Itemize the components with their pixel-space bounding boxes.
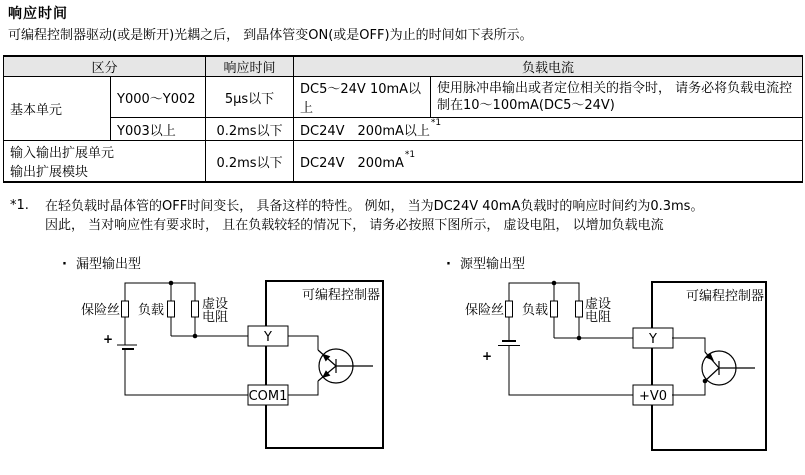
battery-icon bbox=[482, 341, 520, 363]
footnote-ref: *1 bbox=[404, 150, 416, 161]
junction-dot bbox=[193, 334, 198, 339]
junction-dot bbox=[577, 336, 582, 341]
transistor-emitter-wire bbox=[288, 381, 318, 395]
source-dummy-label-1: 虚设 bbox=[585, 297, 612, 312]
table-header-row bbox=[4, 56, 803, 77]
table-row-basic-y003 bbox=[4, 118, 803, 141]
cell-current-row2 bbox=[294, 118, 803, 141]
cell-current-row1: DC5～24V 10mA以上 bbox=[294, 77, 431, 118]
source-terminal-v0-label: +V0 bbox=[638, 389, 668, 404]
transistor-lower-lead bbox=[705, 368, 719, 381]
bullet-icon: · bbox=[446, 257, 451, 272]
footnote-ref: *1 bbox=[430, 118, 442, 129]
battery-plus-sign: + bbox=[103, 332, 114, 346]
cell-time-02ms-2: 0.2ms以下 bbox=[206, 141, 294, 183]
current-value: DC24V 200mA bbox=[300, 155, 404, 171]
cell-current-note: 使用脉冲串输出或者定位相关的指令时， 请务必将负载电流控制在10～100mA(DC5～24V) bbox=[431, 77, 803, 118]
cell-range-y003: Y003以上 bbox=[111, 118, 206, 141]
transistor-icon bbox=[672, 338, 755, 395]
sink-plc-box bbox=[266, 281, 383, 448]
table-row-expansion bbox=[4, 141, 803, 183]
sink-bottom-wire bbox=[125, 349, 248, 395]
fuse-icon bbox=[506, 301, 513, 317]
page-title: 响应时间 bbox=[8, 6, 68, 22]
transistor-collector-wire bbox=[288, 336, 318, 350]
cell-range-y000: Y000～Y002 bbox=[111, 77, 206, 118]
footnote-body bbox=[45, 198, 801, 235]
source-terminal-y-label: Y bbox=[649, 332, 657, 347]
header-load-current: 负载电流 bbox=[294, 56, 803, 77]
circuit-diagrams bbox=[0, 250, 805, 475]
bullet-icon: · bbox=[62, 257, 67, 272]
intro-text: 可编程控制器驱动(或是断开)光耦之后， 到晶体管变ON(或是OFF)为止的时间如下表所示。 bbox=[8, 28, 533, 43]
source-plc-box bbox=[652, 282, 766, 450]
table-row-basic-y000 bbox=[4, 77, 803, 118]
dummy-resistor-icon bbox=[576, 301, 583, 317]
cell-expansion-unit bbox=[4, 141, 206, 183]
expansion-line1: 输入输出扩展单元 bbox=[10, 146, 115, 161]
battery-plus-sign: + bbox=[482, 349, 493, 363]
source-fuse-label: 保险丝 bbox=[464, 303, 504, 318]
footnote-marker: *1. bbox=[10, 198, 29, 213]
source-load-label: 负载 bbox=[521, 303, 548, 318]
load-icon bbox=[551, 301, 558, 317]
fuse-icon bbox=[122, 301, 129, 317]
transistor-junction-dot bbox=[703, 379, 708, 384]
load-icon bbox=[168, 301, 175, 317]
source-diagram bbox=[465, 281, 766, 450]
sink-load-label: 负载 bbox=[137, 303, 164, 318]
cell-time-5us: 5μs以下 bbox=[206, 77, 294, 118]
response-time-table bbox=[3, 55, 803, 183]
footnote-line1: 在轻负载时晶体管的OFF时间变长， 具备这样的特性。 例如， 当为DC24V 40mA负载时的响应时间约为0.3ms。 bbox=[45, 199, 704, 214]
source-bottom-wire bbox=[509, 346, 633, 395]
source-plc-label: 可编程控制器 bbox=[685, 289, 764, 304]
junction-dot bbox=[552, 281, 557, 286]
cell-time-02ms-1: 0.2ms以下 bbox=[206, 118, 294, 141]
junction-dot bbox=[169, 281, 174, 286]
transistor-emitter-wire bbox=[672, 338, 705, 352]
expansion-line2: 输出扩展模块 bbox=[10, 165, 89, 180]
sink-top-wire bbox=[125, 283, 195, 301]
cell-current-row3 bbox=[294, 141, 803, 183]
header-category: 区分 bbox=[4, 56, 206, 77]
sink-dummy-label-1: 虚设 bbox=[202, 297, 229, 312]
cell-basic-unit: 基本单元 bbox=[4, 77, 111, 141]
battery-icon bbox=[103, 332, 137, 349]
sink-dummy-label-2: 电阻 bbox=[202, 310, 229, 325]
sink-plc-label: 可编程控制器 bbox=[301, 288, 380, 303]
footnote-line2: 因此， 当对响应性有要求时， 且在负载较轻的情况下， 请务必按照下图所示， 虚设电阻， 以增加负载电流 bbox=[45, 217, 664, 233]
source-dummy-label-2: 电阻 bbox=[585, 310, 612, 325]
sink-diagram bbox=[81, 281, 383, 448]
current-value: DC24V 200mA以上 bbox=[300, 123, 430, 139]
header-response-time: 响应时间 bbox=[206, 56, 294, 77]
transistor-collector-wire bbox=[672, 381, 705, 395]
dummy-resistor-icon bbox=[192, 301, 199, 317]
source-title-label: 源型输出型 bbox=[459, 257, 525, 272]
source-top-wire bbox=[509, 283, 579, 301]
sink-terminal-com-label: COM1 bbox=[248, 389, 288, 404]
transistor-icon bbox=[288, 336, 373, 395]
sink-title-label: 漏型输出型 bbox=[75, 257, 141, 272]
sink-fuse-label: 保险丝 bbox=[80, 303, 120, 318]
sink-terminal-y-label: Y bbox=[264, 330, 272, 345]
